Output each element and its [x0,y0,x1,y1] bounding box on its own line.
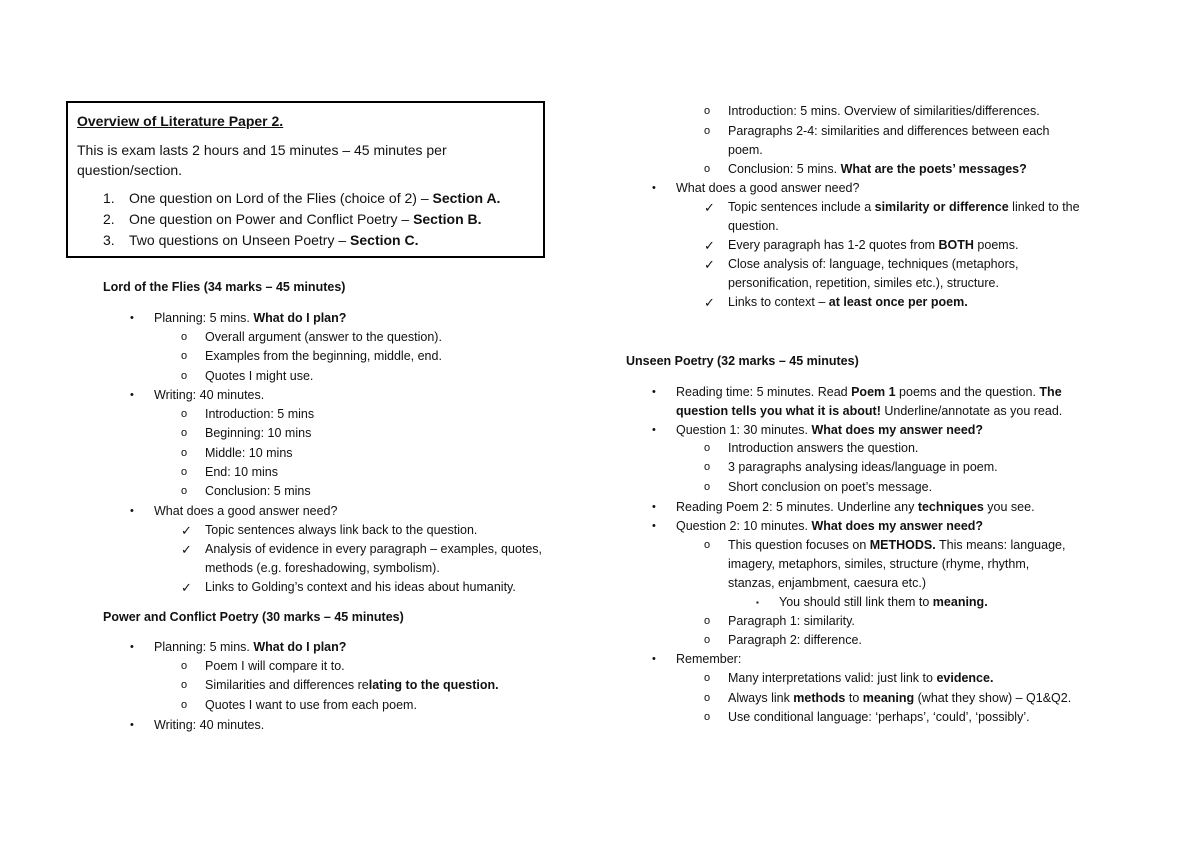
list-item: Many interpretations valid: just link to evidence. [728,671,994,685]
list-item: Writing: 40 minutes. [154,388,265,402]
list-item: Short conclusion on poet’s message. [728,480,933,494]
list-item: Similarities and differences relating to the question. [205,678,499,692]
list-item: Links to context – at least once per poem. [728,295,968,309]
list-item: Analysis of evidence in every paragraph – examples, quotes, [205,542,542,556]
list-item-continued: poem. [728,143,763,157]
checkmark-icon: ✓ [181,580,192,595]
overview-item: 3. Two questions on Unseen Poetry – Section C. [103,232,419,248]
bullet-icon: • [130,505,134,517]
checkmark-icon: ✓ [704,295,715,310]
list-item: 3 paragraphs analysing ideas/language in poem. [728,460,998,474]
list-item: Conclusion: 5 mins [205,484,311,498]
list-item: Quotes I want to use from each poem. [205,698,417,712]
overview-intro: This is exam lasts 2 hours and 15 minutes – 45 minutes per question/section. [77,142,447,178]
circle-bullet-icon: o [704,615,711,627]
list-item: Overall argument (answer to the question). [205,330,442,344]
list-item: Reading Poem 2: 5 minutes. Underline any techniques you see. [676,500,1035,514]
list-item: Question 2: 10 minutes. What does my answer need? [676,519,984,533]
overview-item: 1. One question on Lord of the Flies (choice of 2) – Section A. [103,190,501,206]
list-item: Paragraph 1: similarity. [728,614,855,628]
list-item: Writing: 40 minutes. [154,718,265,732]
circle-bullet-icon: o [704,634,711,646]
square-bullet-icon: ▪ [756,598,759,607]
list-item: Quotes I might use. [205,369,314,383]
bullet-icon: • [130,389,134,401]
circle-bullet-icon: o [181,447,188,459]
circle-bullet-icon: o [704,442,711,454]
list-item: Introduction: 5 mins [205,407,315,421]
list-item: Middle: 10 mins [205,446,293,460]
list-item-continued: imagery, metaphors, similes, structure (rhyme, rhythm, [728,557,1030,571]
circle-bullet-icon: o [704,672,711,684]
list-item: Topic sentences always link back to the question. [205,523,478,537]
list-item: Reading time: 5 minutes. Read Poem 1 poems and the question. The [676,385,1062,399]
list-item: Examples from the beginning, middle, end. [205,349,442,363]
circle-bullet-icon: o [704,163,711,175]
list-item: What does a good answer need? [154,504,338,518]
circle-bullet-icon: o [181,660,188,672]
circle-bullet-icon: o [704,105,711,117]
list-item: This question focuses on METHODS. This means: language, [728,538,1066,552]
list-item-continued: question tells you what it is about! Underline/annotate as you read. [676,404,1063,418]
list-item: Introduction answers the question. [728,441,919,455]
list-item: What does a good answer need? [676,181,860,195]
circle-bullet-icon: o [181,679,188,691]
circle-bullet-icon: o [704,481,711,493]
circle-bullet-icon: o [704,539,711,551]
bullet-icon: • [652,424,656,436]
list-item: Planning: 5 mins. What do I plan? [154,640,347,654]
bullet-icon: • [652,501,656,513]
list-item: Close analysis of: language, techniques (metaphors, [728,257,1019,271]
bullet-icon: • [652,182,656,194]
list-item: Every paragraph has 1-2 quotes from BOTH poems. [728,238,1019,252]
list-item: Introduction: 5 mins. Overview of similarities/differences. [728,104,1040,118]
bullet-icon: • [130,312,134,324]
list-item-continued: question. [728,219,779,233]
checkmark-icon: ✓ [704,257,715,272]
pc-heading: Power and Conflict Poetry (30 marks – 45 minutes) [103,610,404,624]
list-item: Paragraphs 2-4: similarities and differences between each [728,124,1050,138]
list-item: Topic sentences include a similarity or difference linked to the [728,200,1080,214]
list-item-continued: stanzas, enjambment, caesura etc.) [728,576,927,590]
list-item-continued: personification, repetition, similes etc.), structure. [728,276,999,290]
list-item: Always link methods to meaning (what they show) – Q1&Q2. [728,691,1072,705]
list-item: Beginning: 10 mins [205,426,312,440]
list-item: Poem I will compare it to. [205,659,345,673]
list-item-continued: methods (e.g. foreshadowing, symbolism). [205,561,440,575]
unseen-heading: Unseen Poetry (32 marks – 45 minutes) [626,354,859,368]
bullet-icon: • [652,386,656,398]
circle-bullet-icon: o [181,466,188,478]
list-item: Planning: 5 mins. What do I plan? [154,311,347,325]
overview-list [77,188,543,251]
list-item: You should still link them to meaning. [779,595,988,609]
overview-item: 2. One question on Power and Conflict Poetry – Section B. [103,211,482,227]
circle-bullet-icon: o [704,692,711,704]
checkmark-icon: ✓ [704,200,715,215]
list-item: Remember: [676,652,742,666]
checkmark-icon: ✓ [704,238,715,253]
list-item: Question 1: 30 minutes. What does my answer need? [676,423,984,437]
list-item: Use conditional language: ‘perhaps’, ‘could’, ‘possibly’. [728,710,1030,724]
list-item: Paragraph 2: difference. [728,633,862,647]
circle-bullet-icon: o [181,370,188,382]
overview-title: Overview of Literature Paper 2. [77,113,284,129]
circle-bullet-icon: o [181,408,188,420]
circle-bullet-icon: o [181,485,188,497]
circle-bullet-icon: o [181,699,188,711]
list-item: Conclusion: 5 mins. What are the poets’ messages? [728,162,1027,176]
lotf-heading: Lord of the Flies (34 marks – 45 minutes) [103,280,346,294]
list-item: Links to Golding’s context and his ideas about humanity. [205,580,516,594]
list-item: End: 10 mins [205,465,278,479]
bullet-icon: • [130,719,134,731]
circle-bullet-icon: o [181,427,188,439]
bullet-icon: • [130,641,134,653]
circle-bullet-icon: o [181,331,188,343]
checkmark-icon: ✓ [181,523,192,538]
bullet-icon: • [652,520,656,532]
circle-bullet-icon: o [704,711,711,723]
circle-bullet-icon: o [181,350,188,362]
circle-bullet-icon: o [704,125,711,137]
circle-bullet-icon: o [704,461,711,473]
checkmark-icon: ✓ [181,542,192,557]
overview-box [66,101,545,258]
bullet-icon: • [652,653,656,665]
